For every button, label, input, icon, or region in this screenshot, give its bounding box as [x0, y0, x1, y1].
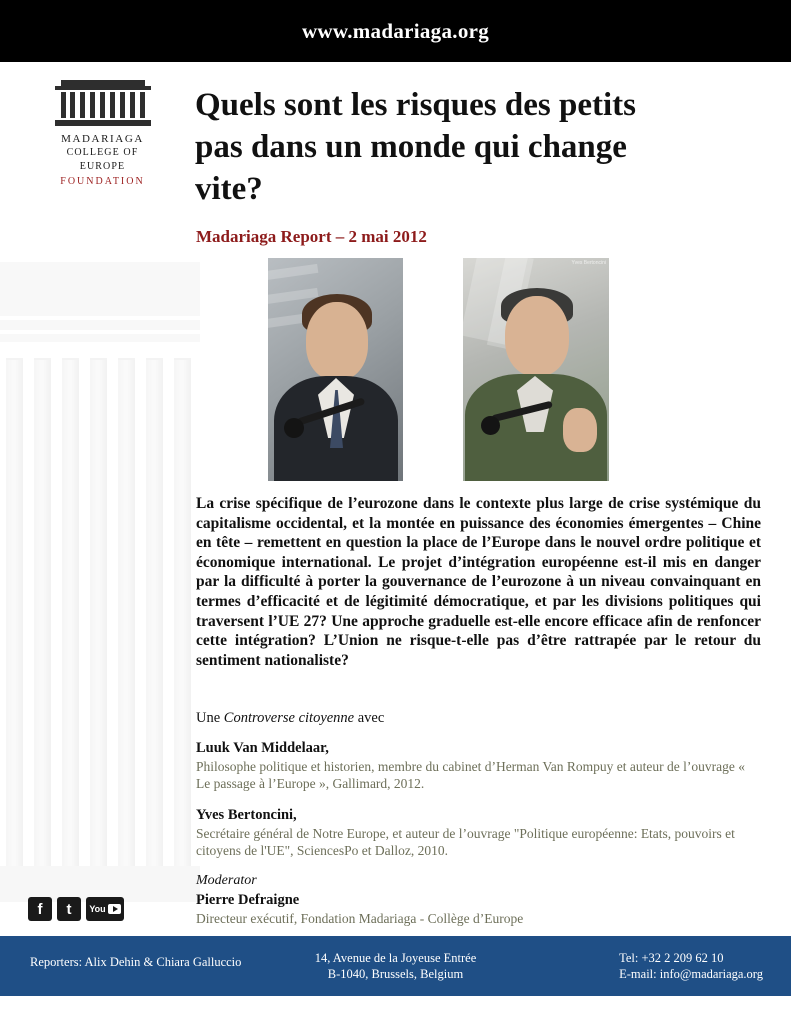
- lead-suffix: avec: [354, 710, 385, 726]
- speaker-description: Philosophe politique et historien, membre du cabinet d’Herman Van Rompuy et auteur de l’ouvrage « Le passage à l’Europe », Gallimard, 2012.: [196, 759, 745, 791]
- moderator-description: Directeur exécutif, Fondation Madariaga - Collège d’Europe: [196, 911, 524, 926]
- footer-reporters: Reporters: Alix Dehin & Chiara Galluccio: [30, 955, 242, 969]
- photo-credit: Yves Bertoncini: [571, 260, 606, 266]
- footer-email[interactable]: E-mail: info@madariaga.org: [619, 967, 763, 981]
- page-title: Quels sont les risques des petits pas dans un monde qui change vite?: [195, 87, 636, 207]
- classical-building-icon: [55, 80, 151, 126]
- logo-name: MADARIAGA: [61, 133, 144, 145]
- page-subtitle: Madariaga Report – 2 mai 2012: [196, 227, 427, 246]
- document-page: [0, 62, 791, 936]
- play-icon: [108, 904, 121, 914]
- twitter-icon[interactable]: t: [57, 897, 81, 921]
- speaker-entry: [196, 739, 756, 792]
- logo-subtitle: COLLEGE OF EUROPE: [66, 147, 139, 172]
- abstract-text: La crise spécifique de l’eurozone dans le contexte plus large de crise systémique du capitalisme occidental, et la montée en puissance des économies émergentes – Chine en tête – remettent en question la place de l’Europe dans le nouvel ordre politique et économique international. Le projet d’intégration européenne est-il mis en danger par la difficulté à porter la gouvernance de l’eurozone à un niveau convainquant en termes d’efficacité et de légitimité démocratique, et par les divisions politiques qui traversent l’UE 27? Une approche graduelle est-elle encore efficace afin de renfoncer cette intégration? L’Union ne risque-t-elle pas d’être rattrapée par le retour du sentiment nationaliste?: [196, 495, 761, 669]
- social-links: [28, 897, 124, 921]
- lead-italic: Controverse citoyenne: [223, 710, 355, 726]
- footer-address-line1: 14, Avenue de la Joyeuse Entrée: [314, 951, 477, 965]
- website-url[interactable]: www.madariaga.org: [301, 18, 490, 43]
- speaker-photo-1: [268, 258, 403, 481]
- speaker-name: Luuk Van Middelaar,: [196, 740, 329, 756]
- bottom-margin: [0, 996, 791, 1024]
- madariaga-logo: [45, 80, 160, 189]
- controversy-lead: [196, 710, 756, 727]
- speaker-photo-2: [463, 258, 609, 481]
- lead-prefix: Une: [196, 710, 224, 726]
- footer-address-line2: B-1040, Brussels, Belgium: [327, 967, 464, 981]
- facebook-icon[interactable]: f: [28, 897, 52, 921]
- youtube-label: You: [89, 904, 106, 914]
- background-watermark: [0, 262, 200, 902]
- speaker-description: Secrétaire général de Notre Europe, et auteur de l’ouvrage "Politique européenne: Etats, pouvoirs et citoyens de l'UE", SciencesPo et Dalloz, 2010.: [196, 826, 735, 858]
- moderator-name: Pierre Defraigne: [196, 892, 300, 908]
- moderator-label: Moderator: [196, 873, 257, 888]
- youtube-icon[interactable]: [86, 897, 124, 921]
- logo-foundation: FOUNDATION: [60, 176, 145, 187]
- page-footer: [0, 936, 791, 996]
- moderator-block: [196, 873, 756, 927]
- speaker-name: Yves Bertoncini,: [196, 807, 297, 823]
- speakers-section: [196, 710, 756, 936]
- speaker-entry: [196, 806, 756, 859]
- footer-contact: [619, 950, 763, 982]
- footer-tel: Tel: +32 2 209 62 10: [619, 951, 724, 965]
- top-website-bar: [0, 0, 791, 62]
